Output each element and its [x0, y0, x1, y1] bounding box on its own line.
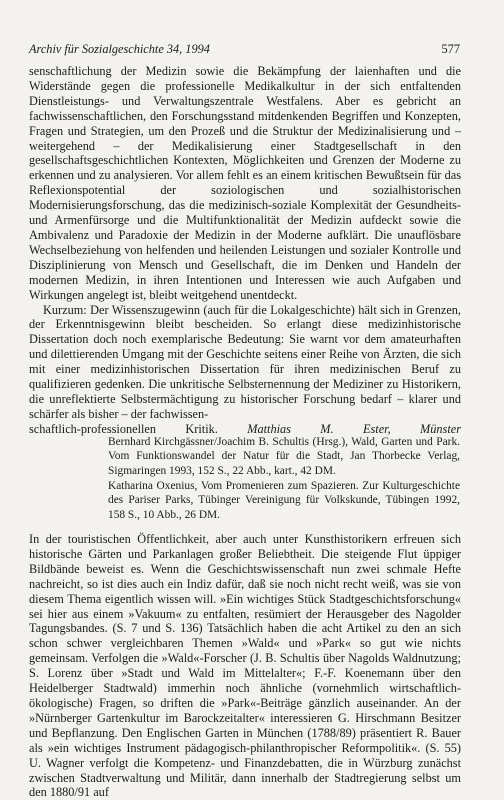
journal-title: Archiv für Sozialgeschichte 34, 1994	[29, 42, 210, 56]
bibliographic-entry	[108, 479, 460, 522]
bibliographic-entry	[108, 435, 460, 478]
review-continued	[29, 64, 461, 437]
reviewer-signature: Matthias M. Ester, Münster	[247, 421, 462, 436]
review-body	[29, 532, 461, 800]
bibliographic-entry-text: Katharina Oxenius, Vom Promenieren zum Spazieren. Zur Kulturgeschichte des Pariser Parks, Tübinger Vereinigung für Volkskunde, Tübingen 1992, 158 S., 10 Abb., 26 DM.	[108, 480, 460, 521]
bibliographic-entry-text: Bernhard Kirchgässner/Joachim B. Schultis (Hrsg.), Wald, Garten und Park. Vom Funktionswandel der Natur für die Stadt, Jan Thorbecke Verlag, Sigmaringen 1993, 152 S., 22 Abb., kart., 42 DM.	[108, 436, 460, 477]
closing-text: schaftlich-professionellen Kritik.	[29, 421, 218, 436]
review-paragraph: In der touristischen Öffentlichkeit, aber auch unter Kunsthistorikern erfreuen sich historische Gärten und Parkanlagen großer Beliebtheit. Die steigende Flut üppiger Bildbände beweist es. Wenn die Geschichtswissenschaft nun zwei schmale Hefte nachreicht, so ist dies auch ein Indiz dafür, daß sie noch nicht recht weiß, was sie von diesem Thema eigentlich wissen will. »Ein wichtiges Stück Stadtgeschichtsforschung« sei hier aus einem »Vakuum« zu entfalten, resümiert der Herausgeber des Nagolder Tagungsbandes. (S. 7 und S. 136) Tatsächlich haben die acht Artikel zu den an sich schon schwer vergleichbaren Themen »Wald« und »Park« so gut wie nichts gemeinsam. Verfolgen die »Wald«-Forscher (J. B. Schultis über Nagolds Waldnutzung; S. Lorenz über »Stadt und Wald im Mittelalter«; F.-F. Koenemann über den Heidelberger Stadtwald) immerhin noch ähnliche (vornehmlich wirtschaftlich-ökologische) Fragen, so driften die »Park«-Beiträge gänzlich auseinander. An der »Nürnberger Gartenkultur im Barockzeitalter« interessieren G. Hirschmann Besitzer und Bepflanzung. Den Englischen Garten in München (1788/89) präsentiert R. Bauer als »ein wichtiges Instrument pädagogisch-philanthropischer Reformpolitik«. (S. 55) U. Wagner verfolgt die Kompetenz- und Finanzdebatten, die in Würzburg zunächst zwischen Stadtverwaltung und Militär, dann innerhalb der Stadtregierung selbst um den 1880/91 auf	[29, 532, 461, 800]
review-paragraph: senschaftlichung der Medizin sowie die Bekämpfung der laienhaften und die Widerstände gegen die professionelle Medikalkultur in der sich entfaltenden Dienstleistungs- und Verwaltungszentrale Westfalens. Aber es gebricht an fachwissenschaftlichen, den Forschungsstand mitdenkenden Begriffen und Konzepten, Fragen und Strategien, um den Prozeß und die Struktur der Medizinalisierung und – weitergehend – der Medikalisierung einer Stadtgesellschaft in den gesellschaftsgeschichtlichen Kontexten, Möglichkeiten und Grenzen der Moderne zu erkennen und zu analysieren. Vor allem fehlt es an einem kritischen Bewußtsein für das Reflexionspotential der soziologischen und sozialhistorischen Modernisierungsforschung, das die medizinisch-soziale Komplexität der Gesundheits- und Armenfürsorge und die Multifunktionalität der Medizin aufdeckt sowie die Ambivalenz und Paradoxie der Medizin in der Moderne aufklärt. Die unauflösbare Wechselbeziehung von helfenden und heilenden Leistungen und sozialer Kontrolle und Disziplinierung von Mensch und Gesellschaft, die im Denken und Handeln der modernen Medizin, in ihren Intentionen und Interessen wie auch Aufgaben und Wirkungen angelegt ist, bleibt weitgehend unentdeckt.	[29, 64, 461, 302]
review-paragraph: Kurzum: Der Wissenszugewinn (auch für die Lokalgeschichte) hält sich in Grenzen, der Erkenntnisgewinn bleibt bescheiden. So erlangt diese medizinhistorische Dissertation doch noch exemplarische Bedeutung: Sie warnt vor dem amateurhaften und dilettierenden Umgang mit der Geschichte seitens einer Reihe von Ärzten, die sich mit einer medizinhistorischen Dissertation für ihren medizinischen Beruf zu qualifizieren gedenken. Die unkritische Selbsternennung der Mediziner zu Historikern, die unreflektierte Selbstermächtigung zu historischer Forschung bedarf – klarer und schärfer als bisher – der fachwissen-	[29, 302, 461, 421]
page-number: 577	[441, 42, 460, 56]
running-head	[29, 42, 460, 56]
